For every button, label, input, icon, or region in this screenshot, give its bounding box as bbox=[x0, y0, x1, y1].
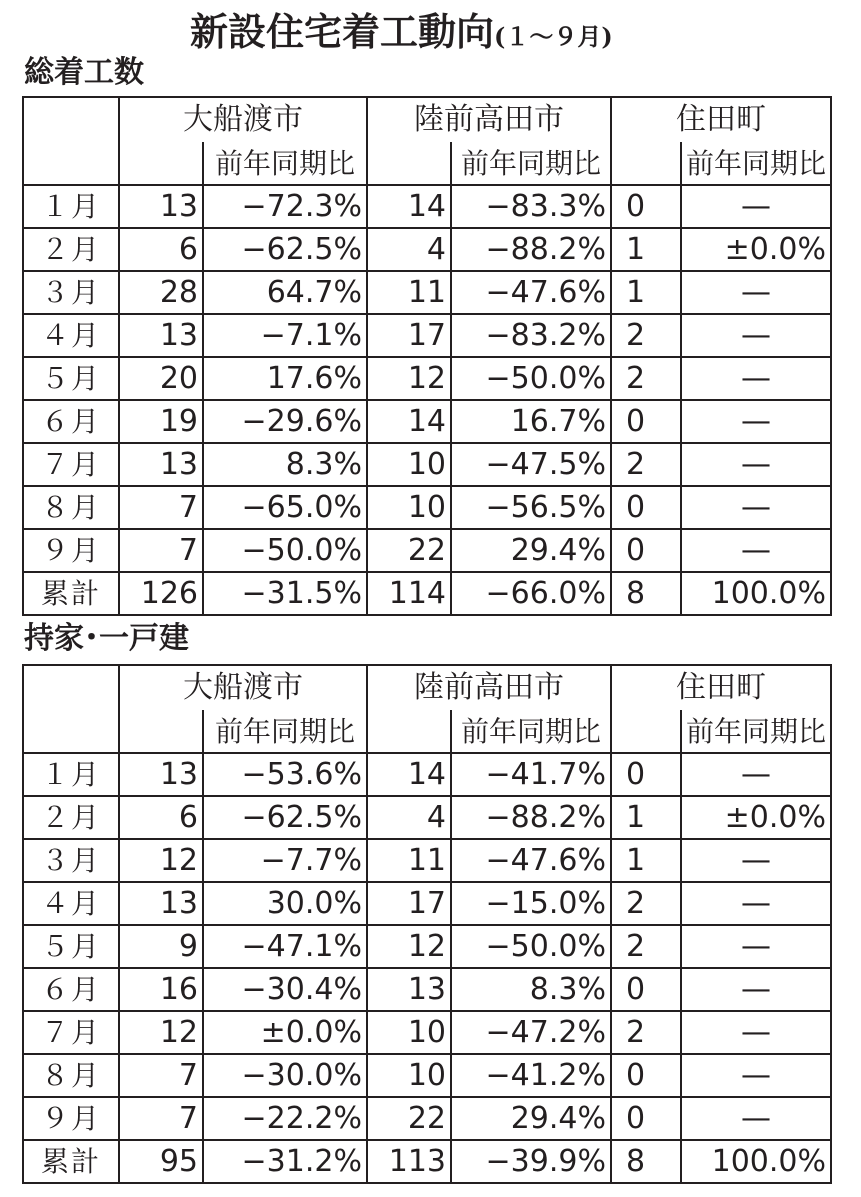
ofunato-yoy: −53.6% bbox=[203, 753, 367, 796]
ofunato-yoy: 8.3% bbox=[203, 443, 367, 486]
sumita-yoy: — bbox=[681, 925, 831, 968]
sumita-count: 8 bbox=[611, 1140, 681, 1183]
sumita-yoy: — bbox=[681, 1054, 831, 1097]
total-row bbox=[23, 572, 831, 615]
sumita-count: 0 bbox=[611, 753, 681, 796]
rikuzentakata-yoy: −47.5% bbox=[451, 443, 611, 486]
ofunato-count: 13 bbox=[119, 882, 203, 925]
sumita-yoy: — bbox=[681, 400, 831, 443]
sumita-count: 0 bbox=[611, 1097, 681, 1140]
ofunato-yoy: −7.7% bbox=[203, 839, 367, 882]
rikuzentakata-count: 10 bbox=[367, 1054, 451, 1097]
table-row bbox=[23, 753, 831, 796]
sumita-count: 1 bbox=[611, 839, 681, 882]
yoy-header: 前年同期比 bbox=[203, 141, 367, 185]
ofunato-yoy: −72.3% bbox=[203, 185, 367, 228]
table-row bbox=[23, 1097, 831, 1140]
ofunato-yoy: −62.5% bbox=[203, 228, 367, 271]
month-cell: ４月 bbox=[23, 314, 119, 357]
rikuzentakata-count: 10 bbox=[367, 486, 451, 529]
ofunato-count: 20 bbox=[119, 357, 203, 400]
page-title bbox=[190, 8, 613, 61]
ofunato-yoy: 64.7% bbox=[203, 271, 367, 314]
sumita-yoy: 100.0% bbox=[681, 1140, 831, 1183]
ofunato-count: 7 bbox=[119, 529, 203, 572]
table-body bbox=[23, 665, 831, 1183]
rikuzentakata-count: 14 bbox=[367, 400, 451, 443]
ofunato-yoy: −65.0% bbox=[203, 486, 367, 529]
table-row bbox=[23, 968, 831, 1011]
city-header: 住田町 bbox=[611, 665, 831, 709]
rikuzentakata-count: 114 bbox=[367, 572, 451, 615]
ofunato-yoy: 30.0% bbox=[203, 882, 367, 925]
rikuzentakata-yoy: 29.4% bbox=[451, 1097, 611, 1140]
ofunato-count: 126 bbox=[119, 572, 203, 615]
rikuzentakata-count: 11 bbox=[367, 839, 451, 882]
sumita-count: 0 bbox=[611, 1054, 681, 1097]
ofunato-count: 19 bbox=[119, 400, 203, 443]
ofunato-count: 13 bbox=[119, 753, 203, 796]
ofunato-count: 7 bbox=[119, 1054, 203, 1097]
month-cell: ８月 bbox=[23, 1054, 119, 1097]
ofunato-yoy: −62.5% bbox=[203, 796, 367, 839]
ofunato-yoy: −7.1% bbox=[203, 314, 367, 357]
city-header: 住田町 bbox=[611, 97, 831, 141]
corner-cell bbox=[23, 709, 119, 753]
rikuzentakata-yoy: −50.0% bbox=[451, 925, 611, 968]
sumita-yoy: — bbox=[681, 271, 831, 314]
header-row-yoy bbox=[23, 709, 831, 753]
count-header-blank bbox=[611, 709, 681, 753]
sumita-yoy: — bbox=[681, 357, 831, 400]
rikuzentakata-yoy: −66.0% bbox=[451, 572, 611, 615]
ofunato-count: 6 bbox=[119, 796, 203, 839]
rikuzentakata-count: 4 bbox=[367, 228, 451, 271]
rikuzentakata-yoy: −88.2% bbox=[451, 228, 611, 271]
corner-cell bbox=[23, 97, 119, 141]
rikuzentakata-yoy: −41.2% bbox=[451, 1054, 611, 1097]
rikuzentakata-count: 12 bbox=[367, 357, 451, 400]
month-cell: ４月 bbox=[23, 882, 119, 925]
table-row bbox=[23, 486, 831, 529]
table-row bbox=[23, 925, 831, 968]
rikuzentakata-count: 4 bbox=[367, 796, 451, 839]
month-cell: ５月 bbox=[23, 925, 119, 968]
sumita-count: 2 bbox=[611, 443, 681, 486]
month-cell: ５月 bbox=[23, 357, 119, 400]
rikuzentakata-count: 12 bbox=[367, 925, 451, 968]
sumita-yoy: — bbox=[681, 968, 831, 1011]
table-total-starts bbox=[22, 96, 832, 616]
table-row bbox=[23, 796, 831, 839]
city-header: 陸前高田市 bbox=[367, 97, 611, 141]
rikuzentakata-yoy: −47.6% bbox=[451, 271, 611, 314]
sumita-count: 0 bbox=[611, 529, 681, 572]
city-header: 大船渡市 bbox=[119, 665, 367, 709]
count-header-blank bbox=[119, 709, 203, 753]
table-row bbox=[23, 1054, 831, 1097]
corner-cell bbox=[23, 141, 119, 185]
total-row bbox=[23, 1140, 831, 1183]
rikuzentakata-yoy: −56.5% bbox=[451, 486, 611, 529]
month-cell: ９月 bbox=[23, 529, 119, 572]
sumita-count: 1 bbox=[611, 796, 681, 839]
table-row bbox=[23, 882, 831, 925]
table-owner-detached bbox=[22, 664, 832, 1184]
sumita-count: 2 bbox=[611, 1011, 681, 1054]
rikuzentakata-count: 113 bbox=[367, 1140, 451, 1183]
rikuzentakata-count: 14 bbox=[367, 185, 451, 228]
yoy-header: 前年同期比 bbox=[203, 709, 367, 753]
ofunato-count: 7 bbox=[119, 486, 203, 529]
sumita-count: 2 bbox=[611, 314, 681, 357]
sumita-count: 0 bbox=[611, 968, 681, 1011]
count-header-blank bbox=[367, 141, 451, 185]
sumita-count: 1 bbox=[611, 228, 681, 271]
rikuzentakata-yoy: −83.3% bbox=[451, 185, 611, 228]
ofunato-count: 12 bbox=[119, 1011, 203, 1054]
ofunato-yoy: −47.1% bbox=[203, 925, 367, 968]
month-cell: 累計 bbox=[23, 572, 119, 615]
rikuzentakata-yoy: −83.2% bbox=[451, 314, 611, 357]
rikuzentakata-count: 22 bbox=[367, 529, 451, 572]
title-main: 新設住宅着工動向 bbox=[190, 9, 495, 54]
sumita-yoy: — bbox=[681, 185, 831, 228]
rikuzentakata-yoy: −41.7% bbox=[451, 753, 611, 796]
rikuzentakata-count: 13 bbox=[367, 968, 451, 1011]
ofunato-yoy: −29.6% bbox=[203, 400, 367, 443]
rikuzentakata-yoy: −39.9% bbox=[451, 1140, 611, 1183]
ofunato-count: 9 bbox=[119, 925, 203, 968]
rikuzentakata-count: 22 bbox=[367, 1097, 451, 1140]
ofunato-count: 7 bbox=[119, 1097, 203, 1140]
month-cell: ６月 bbox=[23, 968, 119, 1011]
month-cell: ３月 bbox=[23, 839, 119, 882]
table-row bbox=[23, 357, 831, 400]
table-row bbox=[23, 185, 831, 228]
rikuzentakata-yoy: −15.0% bbox=[451, 882, 611, 925]
table-row bbox=[23, 529, 831, 572]
table-row bbox=[23, 443, 831, 486]
section-heading-owner-detached: 持家･一戸建 bbox=[24, 621, 189, 656]
ofunato-count: 12 bbox=[119, 839, 203, 882]
sumita-yoy: — bbox=[681, 882, 831, 925]
sumita-count: 8 bbox=[611, 572, 681, 615]
rikuzentakata-yoy: −50.0% bbox=[451, 357, 611, 400]
month-cell: ３月 bbox=[23, 271, 119, 314]
count-header-blank bbox=[611, 141, 681, 185]
city-header: 陸前高田市 bbox=[367, 665, 611, 709]
rikuzentakata-yoy: 8.3% bbox=[451, 968, 611, 1011]
sumita-yoy: — bbox=[681, 1011, 831, 1054]
month-cell: ８月 bbox=[23, 486, 119, 529]
title-period: (１～９月) bbox=[494, 22, 613, 51]
month-cell: １月 bbox=[23, 753, 119, 796]
sumita-yoy: 100.0% bbox=[681, 572, 831, 615]
rikuzentakata-count: 17 bbox=[367, 882, 451, 925]
ofunato-yoy: −30.0% bbox=[203, 1054, 367, 1097]
yoy-header: 前年同期比 bbox=[681, 141, 831, 185]
sumita-count: 2 bbox=[611, 882, 681, 925]
count-header-blank bbox=[119, 141, 203, 185]
ofunato-yoy: −31.5% bbox=[203, 572, 367, 615]
count-header-blank bbox=[367, 709, 451, 753]
month-cell: １月 bbox=[23, 185, 119, 228]
sumita-count: 0 bbox=[611, 486, 681, 529]
yoy-header: 前年同期比 bbox=[451, 141, 611, 185]
rikuzentakata-yoy: 16.7% bbox=[451, 400, 611, 443]
table-body bbox=[23, 97, 831, 615]
sumita-count: 0 bbox=[611, 400, 681, 443]
ofunato-count: 95 bbox=[119, 1140, 203, 1183]
month-cell: ２月 bbox=[23, 228, 119, 271]
rikuzentakata-count: 17 bbox=[367, 314, 451, 357]
table-row bbox=[23, 314, 831, 357]
sumita-yoy: — bbox=[681, 839, 831, 882]
sumita-yoy: — bbox=[681, 486, 831, 529]
corner-cell bbox=[23, 665, 119, 709]
yoy-header: 前年同期比 bbox=[681, 709, 831, 753]
rikuzentakata-yoy: −47.6% bbox=[451, 839, 611, 882]
ofunato-count: 16 bbox=[119, 968, 203, 1011]
header-row-cities bbox=[23, 97, 831, 141]
month-cell: ７月 bbox=[23, 443, 119, 486]
month-cell: ９月 bbox=[23, 1097, 119, 1140]
ofunato-yoy: 17.6% bbox=[203, 357, 367, 400]
rikuzentakata-count: 14 bbox=[367, 753, 451, 796]
ofunato-count: 6 bbox=[119, 228, 203, 271]
sumita-yoy: — bbox=[681, 529, 831, 572]
table-row bbox=[23, 839, 831, 882]
rikuzentakata-yoy: 29.4% bbox=[451, 529, 611, 572]
ofunato-count: 13 bbox=[119, 443, 203, 486]
sumita-yoy: ±0.0% bbox=[681, 228, 831, 271]
sumita-yoy: — bbox=[681, 443, 831, 486]
rikuzentakata-count: 10 bbox=[367, 1011, 451, 1054]
table-row bbox=[23, 400, 831, 443]
yoy-header: 前年同期比 bbox=[451, 709, 611, 753]
sumita-count: 2 bbox=[611, 925, 681, 968]
ofunato-count: 28 bbox=[119, 271, 203, 314]
table-row bbox=[23, 228, 831, 271]
ofunato-yoy: −31.2% bbox=[203, 1140, 367, 1183]
sumita-yoy: — bbox=[681, 314, 831, 357]
sumita-count: 2 bbox=[611, 357, 681, 400]
ofunato-yoy: −50.0% bbox=[203, 529, 367, 572]
rikuzentakata-yoy: −47.2% bbox=[451, 1011, 611, 1054]
month-cell: ２月 bbox=[23, 796, 119, 839]
month-cell: ６月 bbox=[23, 400, 119, 443]
rikuzentakata-count: 11 bbox=[367, 271, 451, 314]
rikuzentakata-count: 10 bbox=[367, 443, 451, 486]
header-row-yoy bbox=[23, 141, 831, 185]
sumita-yoy: ±0.0% bbox=[681, 796, 831, 839]
section-heading-total: 総着工数 bbox=[24, 55, 144, 90]
table-row bbox=[23, 1011, 831, 1054]
sumita-yoy: — bbox=[681, 1097, 831, 1140]
ofunato-yoy: −30.4% bbox=[203, 968, 367, 1011]
ofunato-count: 13 bbox=[119, 314, 203, 357]
city-header: 大船渡市 bbox=[119, 97, 367, 141]
month-cell: 累計 bbox=[23, 1140, 119, 1183]
sumita-yoy: — bbox=[681, 753, 831, 796]
month-cell: ７月 bbox=[23, 1011, 119, 1054]
header-row-cities bbox=[23, 665, 831, 709]
ofunato-yoy: ±0.0% bbox=[203, 1011, 367, 1054]
sumita-count: 1 bbox=[611, 271, 681, 314]
ofunato-yoy: −22.2% bbox=[203, 1097, 367, 1140]
ofunato-count: 13 bbox=[119, 185, 203, 228]
sumita-count: 0 bbox=[611, 185, 681, 228]
table-row bbox=[23, 271, 831, 314]
rikuzentakata-yoy: −88.2% bbox=[451, 796, 611, 839]
